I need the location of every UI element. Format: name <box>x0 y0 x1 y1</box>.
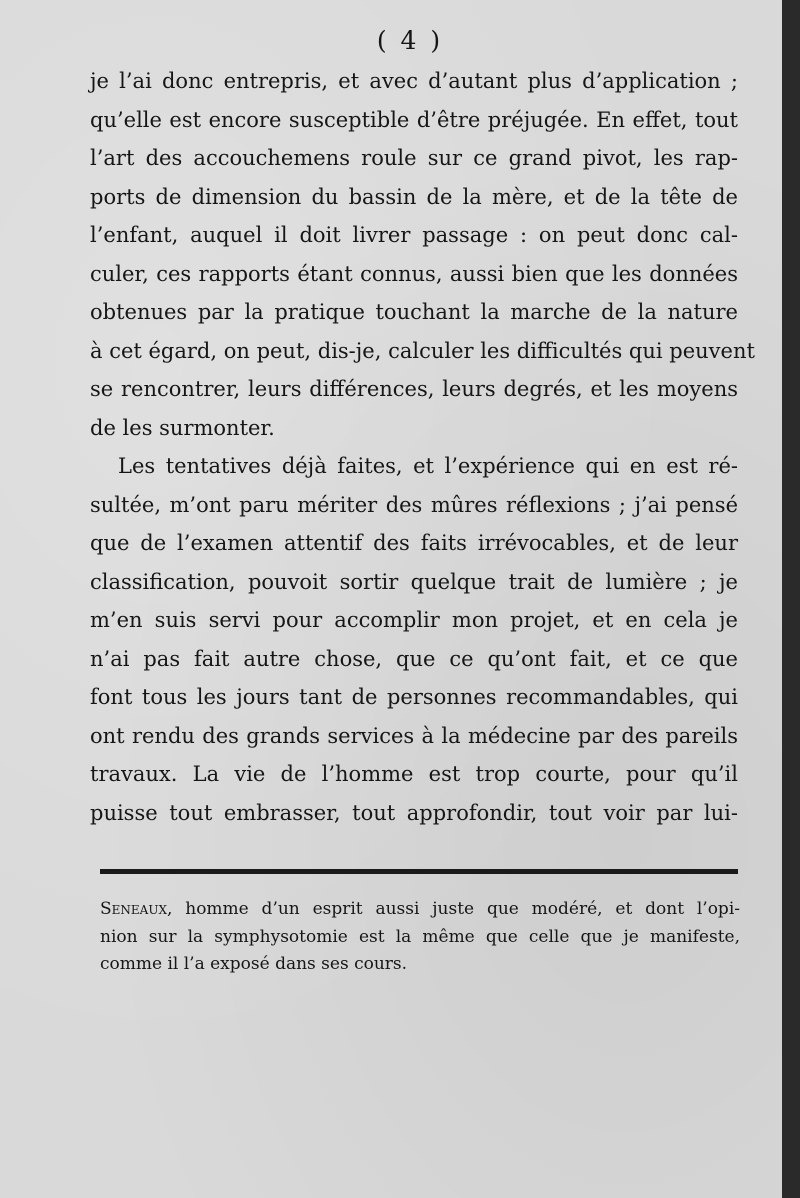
text-line-17: font tous les jours tant de personnes recommandables, qui <box>90 685 738 709</box>
text-line-12: sultée, m’ont paru mériter des mûres réflexions ; j’ai pensé <box>90 492 738 517</box>
text-line-15: m’en suis servi pour accomplir mon projet, et en cela je <box>90 608 738 632</box>
text-line-6: culer, ces rapports étant connus, aussi bien que les données <box>90 261 738 286</box>
text-line-8: à cet égard, on peut, dis-je, calculer les difficultés qui peuvent <box>90 338 755 363</box>
page-number: ( 4 ) <box>376 26 444 55</box>
text-line-14: classification, pouvoit sortir quelque trait de lumière ; je <box>90 569 738 594</box>
text-line-1: je l’ai donc entrepris, et avec d’autant plus d’application ; <box>90 69 738 93</box>
footnote-rule <box>100 869 738 874</box>
text-line-3: l’art des accouchemens roule sur ce grand pivot, les rap- <box>90 146 738 170</box>
footnote-line-3: comme il l’a exposé dans ses cours. <box>100 954 408 974</box>
text-line-19: travaux. La vie de l’homme est trop courte, pour qu’il <box>90 762 738 786</box>
text-line-9: se rencontrer, leurs différences, leurs degrés, et les moyens <box>90 377 738 401</box>
footnote-line-2: nion sur la symphysotomie est la même que celle que je manifeste, <box>100 926 740 947</box>
text-line-13: que de l’examen attentif des faits irrévocables, et de leur <box>90 531 738 555</box>
text-line-11: Les tentatives déjà faites, et l’expérience qui en est ré- <box>118 454 738 478</box>
text-line-18: ont rendu des grands services à la médecine par des pareils <box>90 723 738 748</box>
text-line-20: puisse tout embrasser, tout approfondir, tout voir par lui- <box>90 800 738 825</box>
footnote-line-1-text: , homme d’un esprit aussi juste que modéré, et dont l’opi- <box>167 899 740 919</box>
footnote <box>100 896 740 979</box>
text-line-10: de les surmonter. <box>90 415 275 440</box>
text-line-4: ports de dimension du bassin de la mère, et de la tête de <box>90 184 738 209</box>
text-line-2: qu’elle est encore susceptible d’être préjugée. En effet, tout <box>90 107 738 132</box>
footnote-line-1 <box>100 896 740 924</box>
footnote-author-name: Seneaux <box>100 899 167 919</box>
main-text <box>90 62 755 832</box>
text-line-16: n’ai pas fait autre chose, que ce qu’ont fait, et ce que <box>90 646 738 671</box>
text-line-7: obtenues par la pratique touchant la marche de la nature <box>90 300 738 324</box>
text-line-5: l’enfant, auquel il doit livrer passage : on peut donc cal- <box>90 223 738 247</box>
